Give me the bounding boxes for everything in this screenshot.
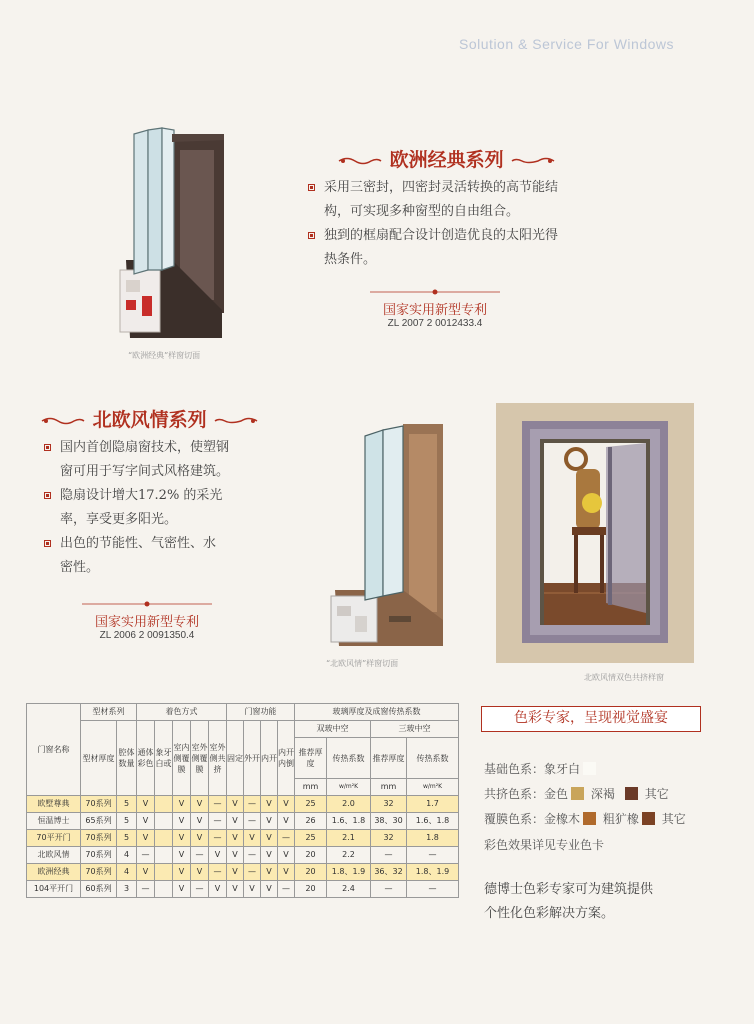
table-cell-c2 <box>155 813 173 830</box>
table-cell-c3: V <box>173 864 191 881</box>
function-group-header: 门窗功能 <box>227 704 295 721</box>
through-color-header: 通体彩色 <box>137 721 155 796</box>
table-cell-c4: — <box>191 847 209 864</box>
table-cell-c3: V <box>173 830 191 847</box>
table-cell-f4: V <box>278 847 295 864</box>
double-thickness-header: 推荐厚度 <box>295 738 327 779</box>
table-cell-f4: V <box>278 796 295 813</box>
table-cell-f3: V <box>261 813 278 830</box>
unit-mm: mm <box>295 779 327 796</box>
spec-table <box>26 703 459 898</box>
table-row <box>27 830 459 847</box>
table-cell-f4: — <box>278 830 295 847</box>
table-cell-k2: 1.8 <box>407 830 459 847</box>
table-cell-f1: V <box>227 881 244 898</box>
unit-k: w/m²K <box>327 779 371 796</box>
table-cell-name: 70平开门 <box>27 830 81 847</box>
double-glass-header: 双玻中空 <box>295 721 371 738</box>
table-cell-f2: — <box>244 864 261 881</box>
table-cell-f3: V <box>261 864 278 881</box>
table-cell-k2: 1.6、1.8 <box>407 813 459 830</box>
table-body <box>27 796 459 898</box>
nordic-bullets <box>44 436 284 580</box>
table-cell-f4: V <box>278 813 295 830</box>
divider-ornament-icon <box>370 288 500 296</box>
table-cell-cav: 4 <box>117 864 137 881</box>
coex-color-line: 共挤色系：金色 深褐 其它 <box>484 787 669 801</box>
swatch-gold-oak <box>583 812 596 825</box>
table-cell-series: 70系列 <box>81 864 117 881</box>
table-cell-c4: — <box>191 881 209 898</box>
unit-k: w/m²K <box>407 779 459 796</box>
table-cell-g2: — <box>371 847 407 864</box>
profile-group-header: 型材系列 <box>81 704 137 721</box>
table-row <box>27 796 459 813</box>
nordic-title-text: 北欧风情系列 <box>92 409 207 431</box>
table-row <box>27 847 459 864</box>
table-cell-f1: V <box>227 864 244 881</box>
euro-bullet-1-cont: 构，可实现多种窗型的自由组合。 <box>324 204 520 219</box>
table-cell-c5: — <box>209 796 227 813</box>
nordic-patent-label: 国家实用新型专利 <box>94 615 199 630</box>
table-cell-g2: 38、30 <box>371 813 407 830</box>
nordic-bullet-1-cont: 窗可用于写字间式风格建筑。 <box>60 464 230 479</box>
table-cell-f2: — <box>244 847 261 864</box>
table-cell-series: 70系列 <box>81 847 117 864</box>
nordic-profile-image <box>325 420 455 650</box>
glass-group-header: 玻璃厚度及成窗传热系数 <box>295 704 459 721</box>
table-cell-cav: 3 <box>117 881 137 898</box>
table-cell-c5: — <box>209 813 227 830</box>
euro-bullet-2-cont: 热条件。 <box>324 252 377 267</box>
ornament-right-icon <box>510 156 556 166</box>
table-cell-c1: V <box>137 864 155 881</box>
unit-mm: mm <box>371 779 407 796</box>
table-cell-series: 65系列 <box>81 813 117 830</box>
nordic-bullet-3-cont: 密性。 <box>60 560 100 575</box>
nordic-caption: “北欧风情”样窗切面 <box>326 659 399 668</box>
table-cell-name: 欧墅尊典 <box>27 796 81 813</box>
table-cell-g1: 26 <box>295 813 327 830</box>
table-cell-series: 60系列 <box>81 881 117 898</box>
table-cell-g1: 20 <box>295 847 327 864</box>
table-cell-f1: V <box>227 796 244 813</box>
table-cell-f2: — <box>244 796 261 813</box>
table-cell-g1: 25 <box>295 796 327 813</box>
triple-glass-header: 三玻中空 <box>371 721 459 738</box>
inner-film-header: 室内侧覆膜 <box>173 721 191 796</box>
table-cell-c2 <box>155 796 173 813</box>
table-cell-c5: V <box>209 847 227 864</box>
table-cell-g2: — <box>371 881 407 898</box>
bullet-square-icon <box>308 232 315 239</box>
table-cell-f3: V <box>261 796 278 813</box>
swatch-dark-brown <box>625 787 638 800</box>
table-cell-c4: V <box>191 830 209 847</box>
table-cell-cav: 5 <box>117 813 137 830</box>
table-cell-c3: V <box>173 796 191 813</box>
table-cell-c2 <box>155 847 173 864</box>
color-note: 彩色效果详见专业色卡 <box>484 838 605 852</box>
bullet-square-icon <box>44 444 51 451</box>
table-cell-c5: — <box>209 864 227 881</box>
header-tagline: Solution & Service For Windows <box>459 36 674 52</box>
euro-patent-label: 国家实用新型专利 <box>382 303 487 318</box>
table-row <box>27 881 459 898</box>
table-cell-k1: 1.8、1.9 <box>327 864 371 881</box>
swatch-rustic-oak <box>642 812 655 825</box>
table-cell-c3: V <box>173 881 191 898</box>
table-cell-k2: — <box>407 847 459 864</box>
fixed-header: 固定 <box>227 721 244 796</box>
table-cell-k1: 2.0 <box>327 796 371 813</box>
nordic-title <box>40 405 259 432</box>
table-cell-c5: — <box>209 830 227 847</box>
table-cell-k1: 2.1 <box>327 830 371 847</box>
table-cell-c4: V <box>191 813 209 830</box>
nordic-patent-number: ZL 2006 2 0091350.4 <box>99 630 195 641</box>
thickness-header: 型材厚度 <box>81 721 117 796</box>
table-cell-g2: 36、32 <box>371 864 407 881</box>
euro-bullet-2: 独到的框扇配合设计创造优良的太阳光得 <box>308 224 608 248</box>
color-solution-text: 德博士色彩专家可为建筑提供 个性化色彩解决方案。 <box>484 882 654 921</box>
table-cell-c1: V <box>137 796 155 813</box>
table-cell-f2: V <box>244 830 261 847</box>
double-k-header: 传热系数 <box>327 738 371 779</box>
nordic-patent <box>72 600 222 641</box>
euro-classic-title <box>337 145 556 172</box>
table-row <box>27 813 459 830</box>
table-cell-k1: 1.6、1.8 <box>327 813 371 830</box>
table-header-row-1 <box>27 704 459 721</box>
bullet-square-icon <box>308 184 315 191</box>
table-cell-c5: V <box>209 881 227 898</box>
triple-k-header: 传热系数 <box>407 738 459 779</box>
base-color-line: 基础色系：象牙白 <box>484 760 599 777</box>
outer-coex-header: 室外侧共挤 <box>209 721 227 796</box>
table-cell-k2: 1.7 <box>407 796 459 813</box>
table-cell-series: 70系列 <box>81 796 117 813</box>
table-cell-g1: 20 <box>295 864 327 881</box>
ornament-right-icon <box>213 416 259 426</box>
table-cell-g1: 25 <box>295 830 327 847</box>
table-cell-f3: V <box>261 881 278 898</box>
nordic-bullet-3: 出色的节能性、气密性、水 <box>44 532 284 556</box>
table-cell-g2: 32 <box>371 796 407 813</box>
table-cell-name: 恒温博士 <box>27 813 81 830</box>
table-cell-cav: 4 <box>117 847 137 864</box>
table-cell-c1: — <box>137 881 155 898</box>
table-cell-f1: V <box>227 830 244 847</box>
table-cell-k1: 2.2 <box>327 847 371 864</box>
table-cell-k2: — <box>407 881 459 898</box>
nordic-bullet-2-cont: 率，享受更多阳光。 <box>60 512 178 527</box>
outward-header: 外开 <box>244 721 261 796</box>
nordic-photo-caption: 北欧风情双色共挤样窗 <box>584 673 664 682</box>
table-cell-c1: V <box>137 830 155 847</box>
swatch-ivory <box>583 762 596 775</box>
ivory-header: 象牙白或 <box>155 721 173 796</box>
table-cell-f4: V <box>278 864 295 881</box>
table-cell-f1: V <box>227 847 244 864</box>
table-cell-cav: 5 <box>117 830 137 847</box>
color-panel-title: 色彩专家，呈现视觉盛宴 <box>481 706 701 732</box>
table-header-row-2 <box>27 721 459 738</box>
inward-tilt-header: 内开内倒 <box>278 721 295 796</box>
table-cell-c2 <box>155 864 173 881</box>
table-cell-f1: V <box>227 813 244 830</box>
table-cell-k2: 1.8、1.9 <box>407 864 459 881</box>
bullet-square-icon <box>44 540 51 547</box>
euro-classic-title-text: 欧洲经典系列 <box>389 149 504 171</box>
triple-thickness-header: 推荐厚度 <box>371 738 407 779</box>
nordic-bullet-2: 隐扇设计增大17.2% 的采光 <box>44 484 284 508</box>
table-cell-name: 104平开门 <box>27 881 81 898</box>
table-row <box>27 864 459 881</box>
table-cell-c3: V <box>173 847 191 864</box>
table-cell-c1: — <box>137 847 155 864</box>
table-cell-f2: — <box>244 813 261 830</box>
euro-classic-bullets <box>308 176 608 272</box>
table-cell-c4: V <box>191 796 209 813</box>
ornament-left-icon <box>337 156 383 166</box>
table-cell-c2 <box>155 881 173 898</box>
outer-film-header: 室外侧覆膜 <box>191 721 209 796</box>
nordic-bullet-1: 国内首创隐扇窗技术，使塑钢 <box>44 436 284 460</box>
table-cell-g2: 32 <box>371 830 407 847</box>
table-cell-k1: 2.4 <box>327 881 371 898</box>
table-cell-f3: V <box>261 847 278 864</box>
table-cell-f3: V <box>261 830 278 847</box>
col-name-header: 门窗名称 <box>27 704 81 796</box>
table-cell-c2 <box>155 830 173 847</box>
bullet-square-icon <box>44 492 51 499</box>
euro-classic-patent <box>360 288 510 329</box>
table-cell-c1: V <box>137 813 155 830</box>
euro-patent-number: ZL 2007 2 0012433.4 <box>387 318 483 329</box>
ornament-left-icon <box>40 416 86 426</box>
euro-classic-profile-image <box>112 120 242 340</box>
color-group-header: 着色方式 <box>137 704 227 721</box>
table-cell-series: 70系列 <box>81 830 117 847</box>
table-cell-c3: V <box>173 813 191 830</box>
table-cell-name: 欧洲经典 <box>27 864 81 881</box>
swatch-gold <box>571 787 584 800</box>
euro-bullet-1: 采用三密封，四密封灵活转换的高节能结 <box>308 176 608 200</box>
euro-classic-caption: “欧洲经典”样窗切面 <box>128 351 201 360</box>
divider-ornament-icon <box>82 600 212 608</box>
cavity-header: 腔体数量 <box>117 721 137 796</box>
inward-header: 内开 <box>261 721 278 796</box>
table-cell-g1: 20 <box>295 881 327 898</box>
table-cell-f2: V <box>244 881 261 898</box>
table-cell-cav: 5 <box>117 796 137 813</box>
film-color-line: 覆膜色系：金橡木 粗犷橡 其它 <box>484 812 686 826</box>
table-cell-c4: V <box>191 864 209 881</box>
table-cell-name: 北欧风情 <box>27 847 81 864</box>
table-cell-f4: — <box>278 881 295 898</box>
nordic-window-photo <box>496 403 694 663</box>
